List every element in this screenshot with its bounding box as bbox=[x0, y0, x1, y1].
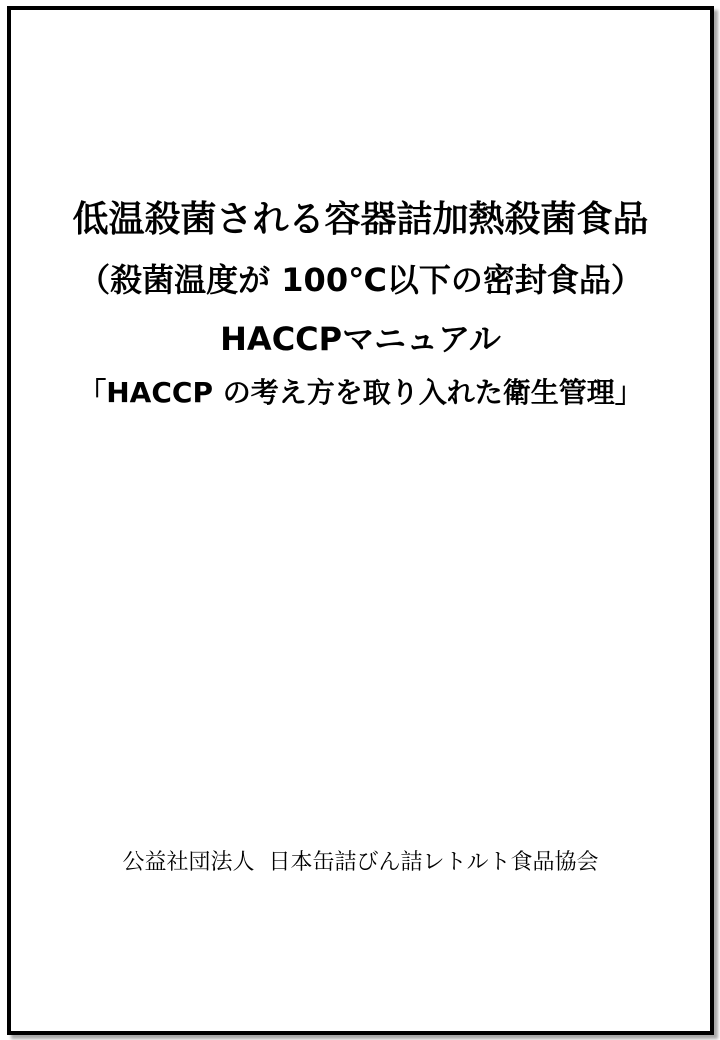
publisher-name: 公益社団法人 日本缶詰びん詰レトルト食品協会 bbox=[122, 850, 599, 875]
document-tagline: 「HACCP の考え方を取り入れた衛生管理」 bbox=[78, 376, 643, 409]
document-title: 低温殺菌される容器詰加熱殺菌食品 bbox=[72, 199, 649, 240]
document-cover-page bbox=[7, 6, 714, 1035]
document-manual-name: HACCPマニュアル bbox=[220, 320, 501, 358]
cover-title-block bbox=[11, 198, 710, 412]
document-subtitle-parenthetical: （殺菌温度が 100℃以下の密封食品） bbox=[78, 261, 643, 299]
